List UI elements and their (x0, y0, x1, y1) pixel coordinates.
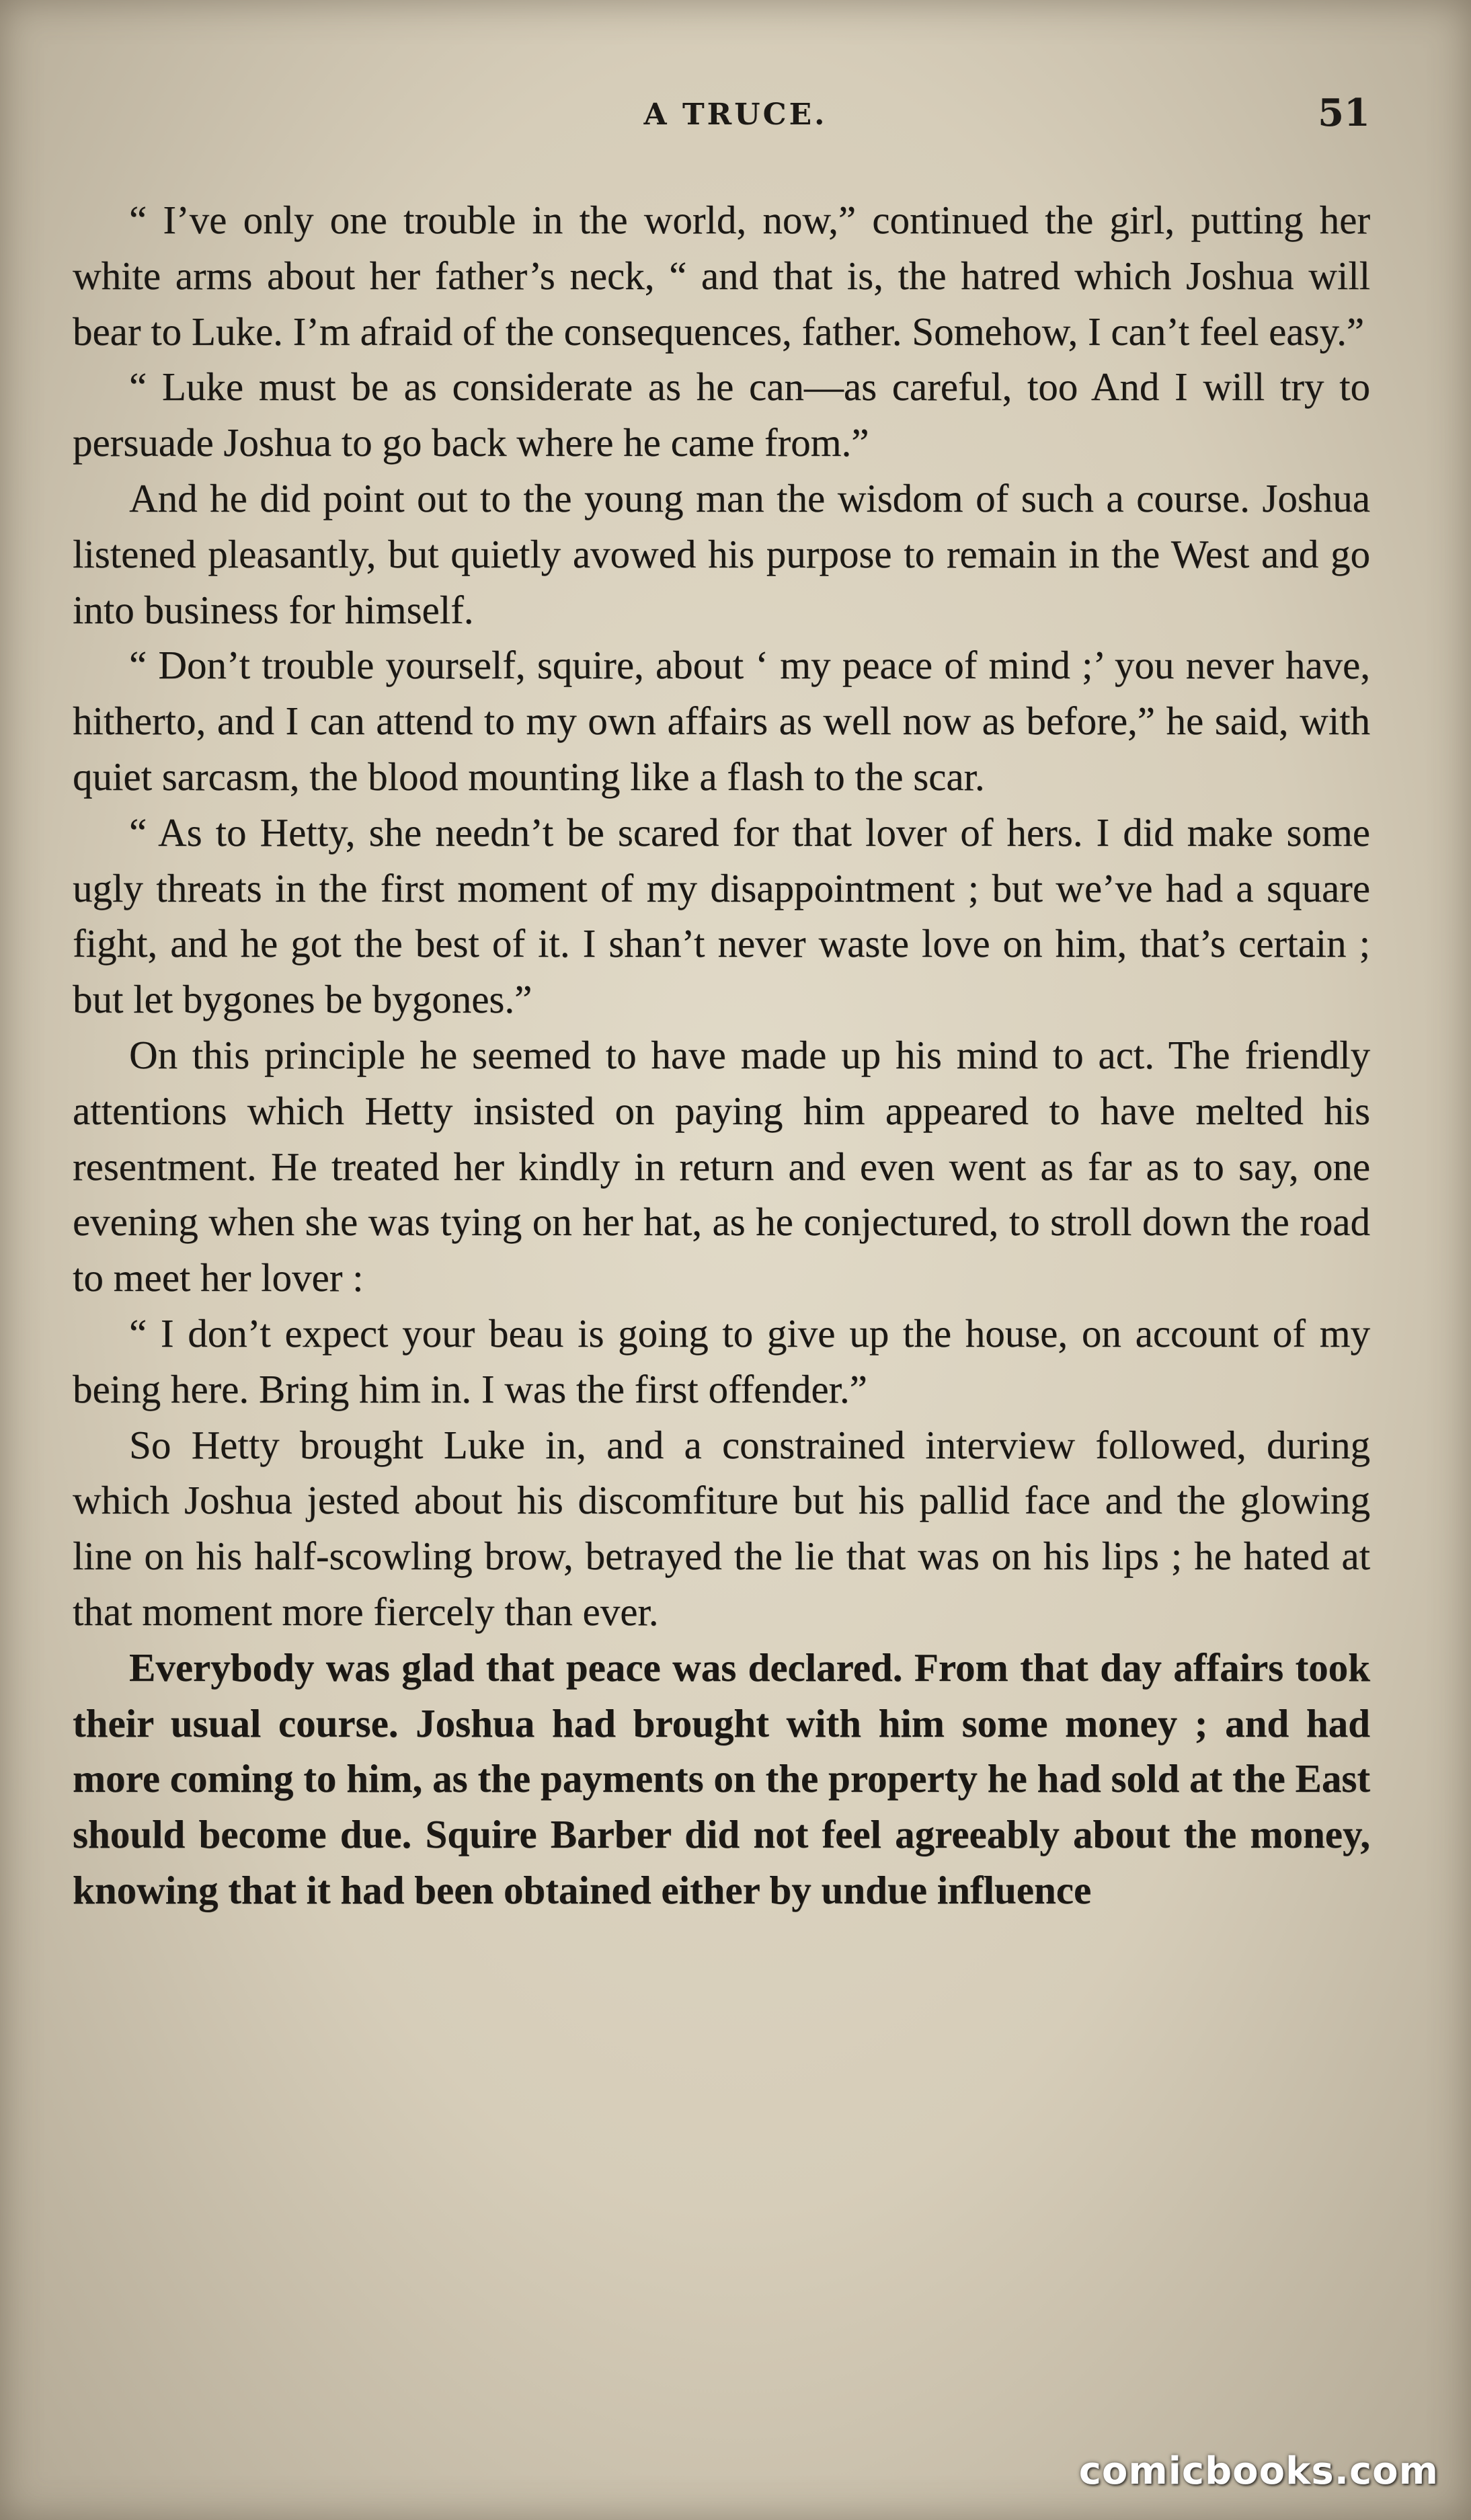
paragraph-3: And he did point out to the young man the wisdom of such a course. Joshua listened pleasantly, but quietly avowed his purpose to remain in the West and go into business for himself. (73, 475, 1370, 632)
paragraph-2: “ Luke must be as considerate as he can—as careful, too And I will try to persuade Joshua to go back where he came from.” (73, 364, 1370, 465)
watermark: comicbooks.com (1078, 2449, 1439, 2493)
paragraph-7: “ I don’t expect your beau is going to give up the house, on account of my being here. Bring him in. I was the first offender.” (73, 1310, 1370, 1411)
paragraph-8: So Hetty brought Luke in, and a constrained interview followed, during which Joshua jested about his discomfiture but his pallid face and the glowing line on his half-scowling brow, betrayed the lie that was on his lips ; he hated at that moment more fiercely than ever. (73, 1422, 1370, 1634)
body-text (73, 192, 1370, 2371)
paragraph-1: “ I’ve only one trouble in the world, now,” continued the girl, putting her white arms about her father’s neck, “ and that is, the hatred which Joshua will bear to Luke. I’m afraid of the consequences, father. Somehow, I can’t feel easy.” (73, 198, 1370, 354)
running-head (0, 91, 1471, 138)
page-number: 51 (1318, 91, 1370, 135)
paragraph-9: Everybody was glad that peace was declared. From that day affairs took their usual course. Joshua had brought with him some money ; and had more coming to him, as the payments on the property he had sold at the East should become due. Squire Barber did not feel agreeably about the money, knowing that it had been obtained either by undue influence (73, 1645, 1370, 1912)
chapter-title: A TRUCE. (643, 97, 828, 132)
paragraph-6: On this principle he seemed to have made up his mind to act. The friendly attentions which Hetty insisted on paying him appeared to have melted his resentment. He treated her kindly in return and even went as far as to say, one evening when she was tying on her hat, as he conjectured, to stroll down the road to meet her lover : (73, 1032, 1370, 1300)
paragraph-5: “ As to Hetty, she needn’t be scared for that lover of hers. I did make some ugly threats in the first moment of my disappointment ; but we’ve had a square fight, and he got the best of it. I shan’t never waste love on him, that’s certain ; but let bygones be bygones.” (73, 810, 1370, 1022)
paragraph-4: “ Don’t trouble yourself, squire, about ‘ my peace of mind ;’ you never have, hitherto, and I can attend to my own affairs as well now as before,” he said, with quiet sarcasm, the blood mounting like a flash to the scar. (73, 643, 1370, 799)
